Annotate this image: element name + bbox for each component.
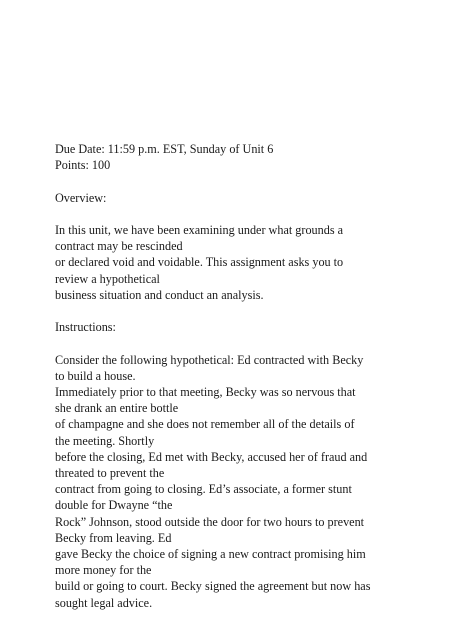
spacer [55, 303, 405, 319]
instructions-line: more money for the [55, 563, 152, 578]
instructions-line: threated to prevent the [55, 466, 165, 480]
instructions-line: contract from going to closing. Ed’s associate, a former stunt [55, 482, 352, 497]
spacer [55, 335, 405, 351]
instructions-line: build or going to court. Becky signed the agreement but now has [55, 579, 371, 594]
instructions-line: of champagne and she does not remember all of the details of [55, 417, 355, 432]
due-date-line: Due Date: 11:59 p.m. EST, Sunday of Unit 6 [55, 142, 274, 156]
instructions-heading: Instructions: [55, 320, 116, 335]
overview-line: contract may be rescinded [55, 239, 183, 254]
instructions-line: the meeting. Shortly [55, 433, 155, 448]
overview-line: or declared void and voidable. This assignment asks you to [55, 255, 344, 270]
overview-line: review a hypothetical [55, 271, 160, 286]
spacer [55, 206, 405, 222]
instructions-line: Rock” Johnson, stood outside the door for two hours to prevent [55, 514, 365, 529]
overview-heading: Overview: [55, 190, 107, 205]
instructions-line: Immediately prior to that meeting, Becky was so nervous that [55, 384, 356, 399]
points-line: Points: 100 [55, 158, 111, 173]
instructions-line: double for Dwayne “the [55, 498, 173, 513]
instructions-line: gave Becky the choice of signing a new contract promising him [55, 547, 366, 562]
overview-line: business situation and conduct an analysis. [55, 287, 264, 302]
spacer [55, 173, 405, 189]
overview-line: In this unit, we have been examining under what grounds a [55, 222, 344, 237]
instructions-line: to build a house. [55, 368, 136, 383]
instructions-line: she drank an entire bottle [55, 401, 179, 416]
instructions-line: sought legal advice. [55, 595, 153, 610]
document-page [55, 141, 405, 611]
instructions-line: Becky from leaving. Ed [55, 530, 172, 545]
instructions-line: before the closing, Ed met with Becky, accused her of fraud and [55, 449, 368, 464]
instructions-line: Consider the following hypothetical: Ed contracted with Becky [55, 352, 364, 367]
